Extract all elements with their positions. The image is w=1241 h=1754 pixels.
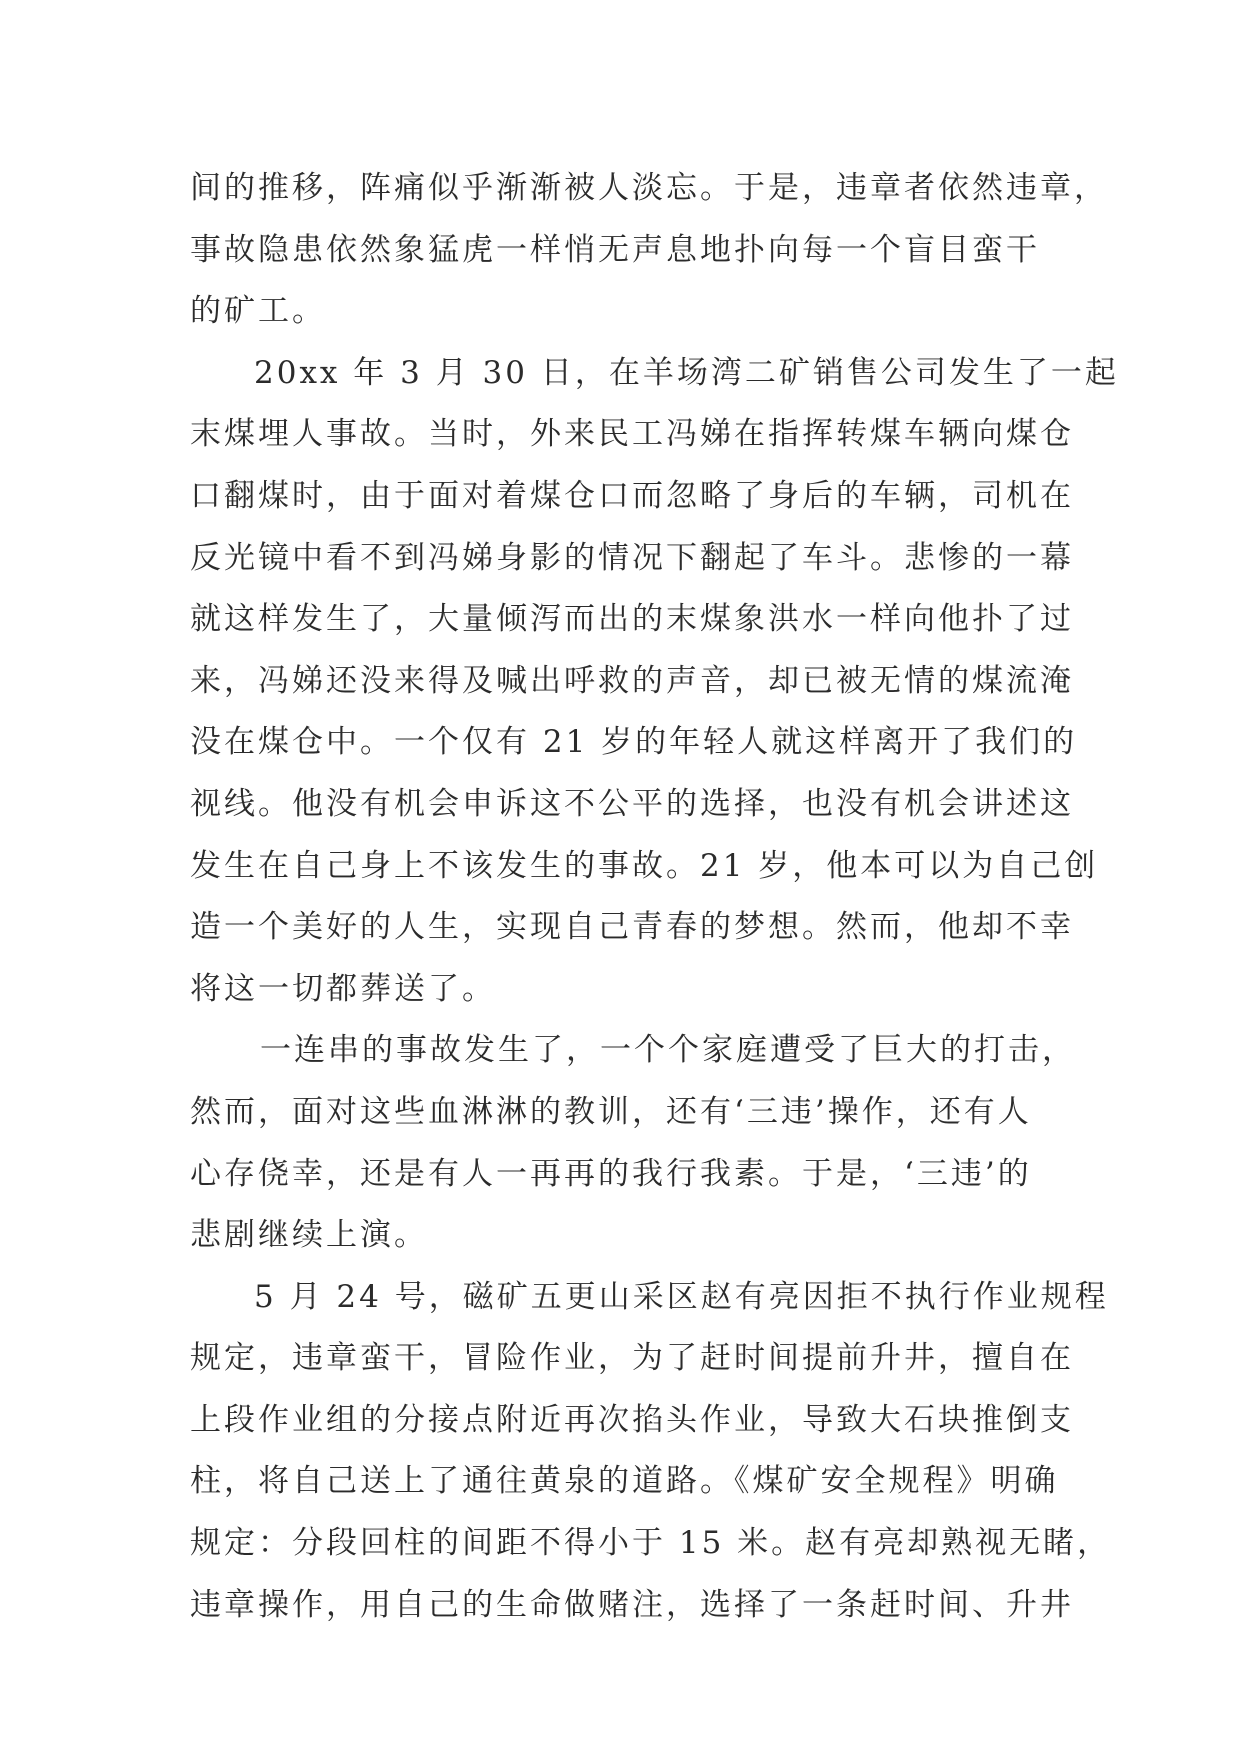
text-line: 然而，面对这些血淋淋的教训，还有‘三违’操作，还有人: [190, 1093, 1032, 1130]
text-line: 柱，将自己送上了通往黄泉的道路。《煤矿安全规程》明确: [190, 1463, 1059, 1500]
text-line: 违章操作，用自己的生命做赌注，选择了一条赶时间、升井: [190, 1586, 1074, 1623]
text-line: 末煤埋人事故。当时，外来民工冯娣在指挥转煤车辆向煤仓: [190, 416, 1074, 453]
paragraph-start-line: 一连串的事故发生了，一个个家庭遭受了巨大的打击，: [260, 1032, 1076, 1069]
text-line: 心存侥幸，还是有人一再再的我行我素。于是，‘三违’的: [190, 1155, 1032, 1192]
text-line: 事故隐患依然象猛虎一样悄无声息地扑向每一个盲目蛮干: [190, 231, 1040, 268]
text-line: 发生在自己身上不该发生的事故。21 岁，他本可以为自己创: [190, 847, 1099, 884]
text-line: 口翻煤时，由于面对着煤仓口而忽略了身后的车辆，司机在: [190, 477, 1074, 514]
text-line: 来，冯娣还没来得及喊出呼救的声音，却已被无情的煤流淹: [190, 662, 1074, 699]
text-line: 的矿工。: [190, 293, 326, 330]
text-line: 没在煤仓中。一个仅有 21 岁的年轻人就这样离开了我们的: [190, 724, 1078, 761]
text-line: 悲剧继续上演。: [190, 1217, 428, 1254]
text-line: 间的推移，阵痛似乎渐渐被人淡忘。于是，违章者依然违章，: [190, 170, 1108, 206]
document-body: [190, 158, 1119, 1636]
text-line: 反光镜中看不到冯娣身影的情况下翻起了车斗。悲惨的一幕: [190, 539, 1074, 576]
text-line: 就这样发生了，大量倾泻而出的末煤象洪水一样向他扑了过: [190, 601, 1074, 638]
text-line: 规定，违章蛮干，冒险作业，为了赶时间提前升井，擅自在: [190, 1340, 1074, 1377]
paragraph-start-line: 20xx 年 3 月 30 日，在羊场湾二矿销售公司发生了一起: [254, 354, 1119, 391]
text-line: 将这一切都葬送了。: [190, 970, 496, 1007]
text-line: 造一个美好的人生，实现自己青春的梦想。然而，他却不幸: [190, 909, 1074, 946]
paragraph-start-line: 5 月 24 号，磁矿五更山采区赵有亮因拒不执行作业规程: [254, 1278, 1109, 1315]
text-line: 视线。他没有机会申诉这不公平的选择，也没有机会讲述这: [190, 785, 1074, 822]
text-line: 规定：分段回柱的间距不得小于 15 米。赵有亮却熟视无睹，: [190, 1525, 1112, 1562]
text-line: 上段作业组的分接点附近再次掐头作业，导致大石块推倒支: [190, 1401, 1074, 1438]
